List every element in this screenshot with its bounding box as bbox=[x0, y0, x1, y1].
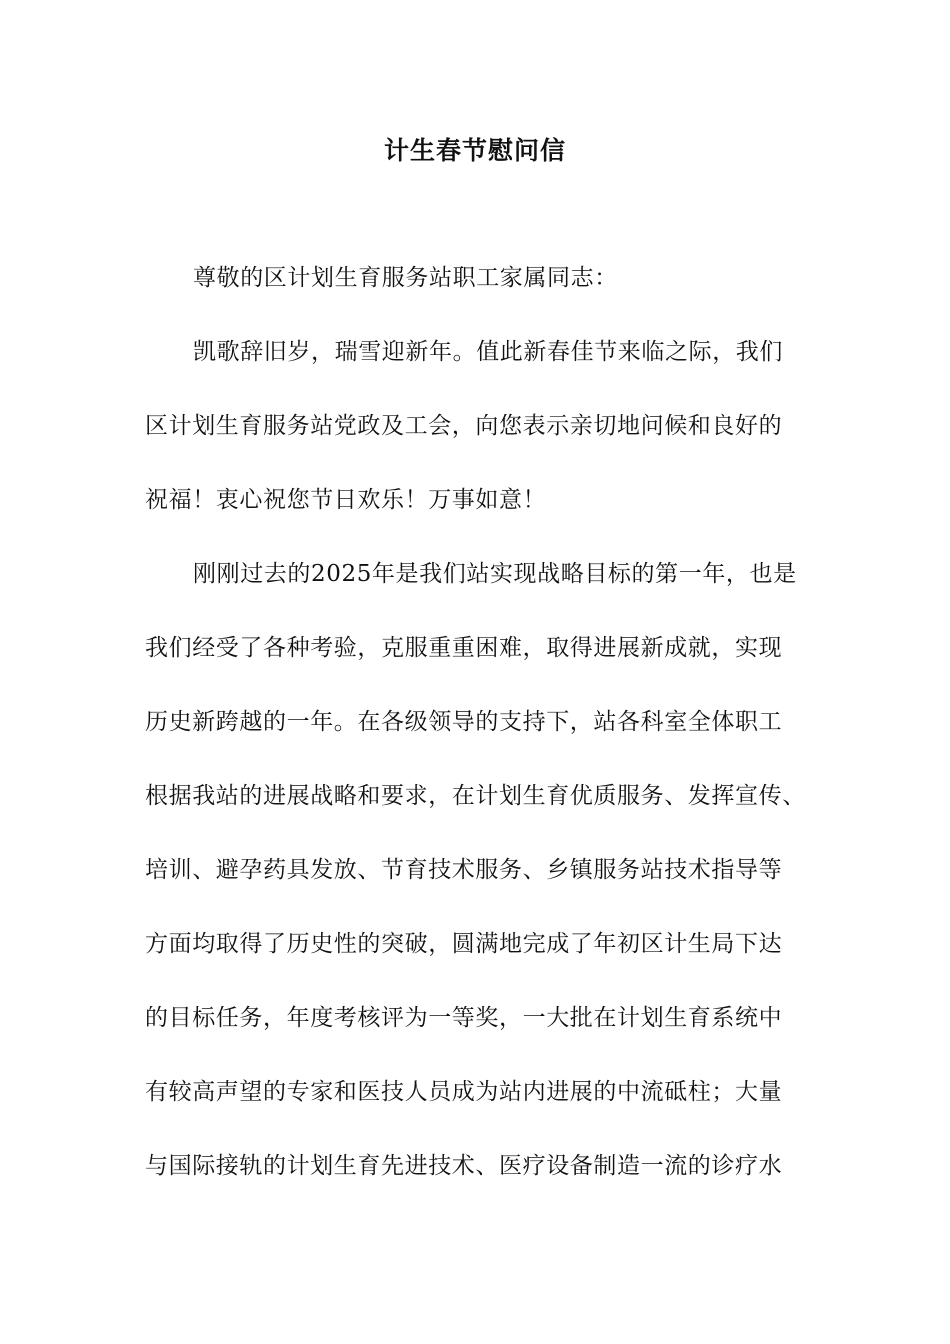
body-line: 的目标任务，年度考核评为一等奖，一大批在计划生育系统中 bbox=[145, 1005, 783, 1031]
body-line: 我们经受了各种考验，克服重重困难，取得进展新成就，实现 bbox=[145, 635, 783, 661]
salutation-line: 尊敬的区计划生育服务站职工家属同志： bbox=[193, 265, 618, 291]
body-line: 祝福！衷心祝您节日欢乐！万事如意！ bbox=[145, 487, 547, 513]
body-line: 凯歌辞旧岁，瑞雪迎新年。值此新春佳节来临之际，我们 bbox=[193, 339, 783, 365]
body-line: 方面均取得了历史性的突破，圆满地完成了年初区计生局下达 bbox=[145, 931, 783, 957]
body-line: 区计划生育服务站党政及工会，向您表示亲切地问候和良好的 bbox=[145, 413, 783, 439]
body-line: 刚刚过去的2025年是我们站实现战略目标的第一年，也是 bbox=[193, 561, 797, 587]
body-line: 培训、避孕药具发放、节育技术服务、乡镇服务站技术指导等 bbox=[145, 857, 783, 883]
body-line: 历史新跨越的一年。在各级领导的支持下，站各科室全体职工 bbox=[145, 709, 783, 735]
letter-title: 计生春节慰问信 bbox=[383, 136, 566, 165]
body-line: 与国际接轨的计划生育先进技术、医疗设备制造一流的诊疗水 bbox=[145, 1153, 783, 1179]
body-line: 有较高声望的专家和医技人员成为站内进展的中流砥柱；大量 bbox=[145, 1079, 783, 1105]
body-line: 根据我站的进展战略和要求，在计划生育优质服务、发挥宣传、 bbox=[145, 783, 806, 809]
